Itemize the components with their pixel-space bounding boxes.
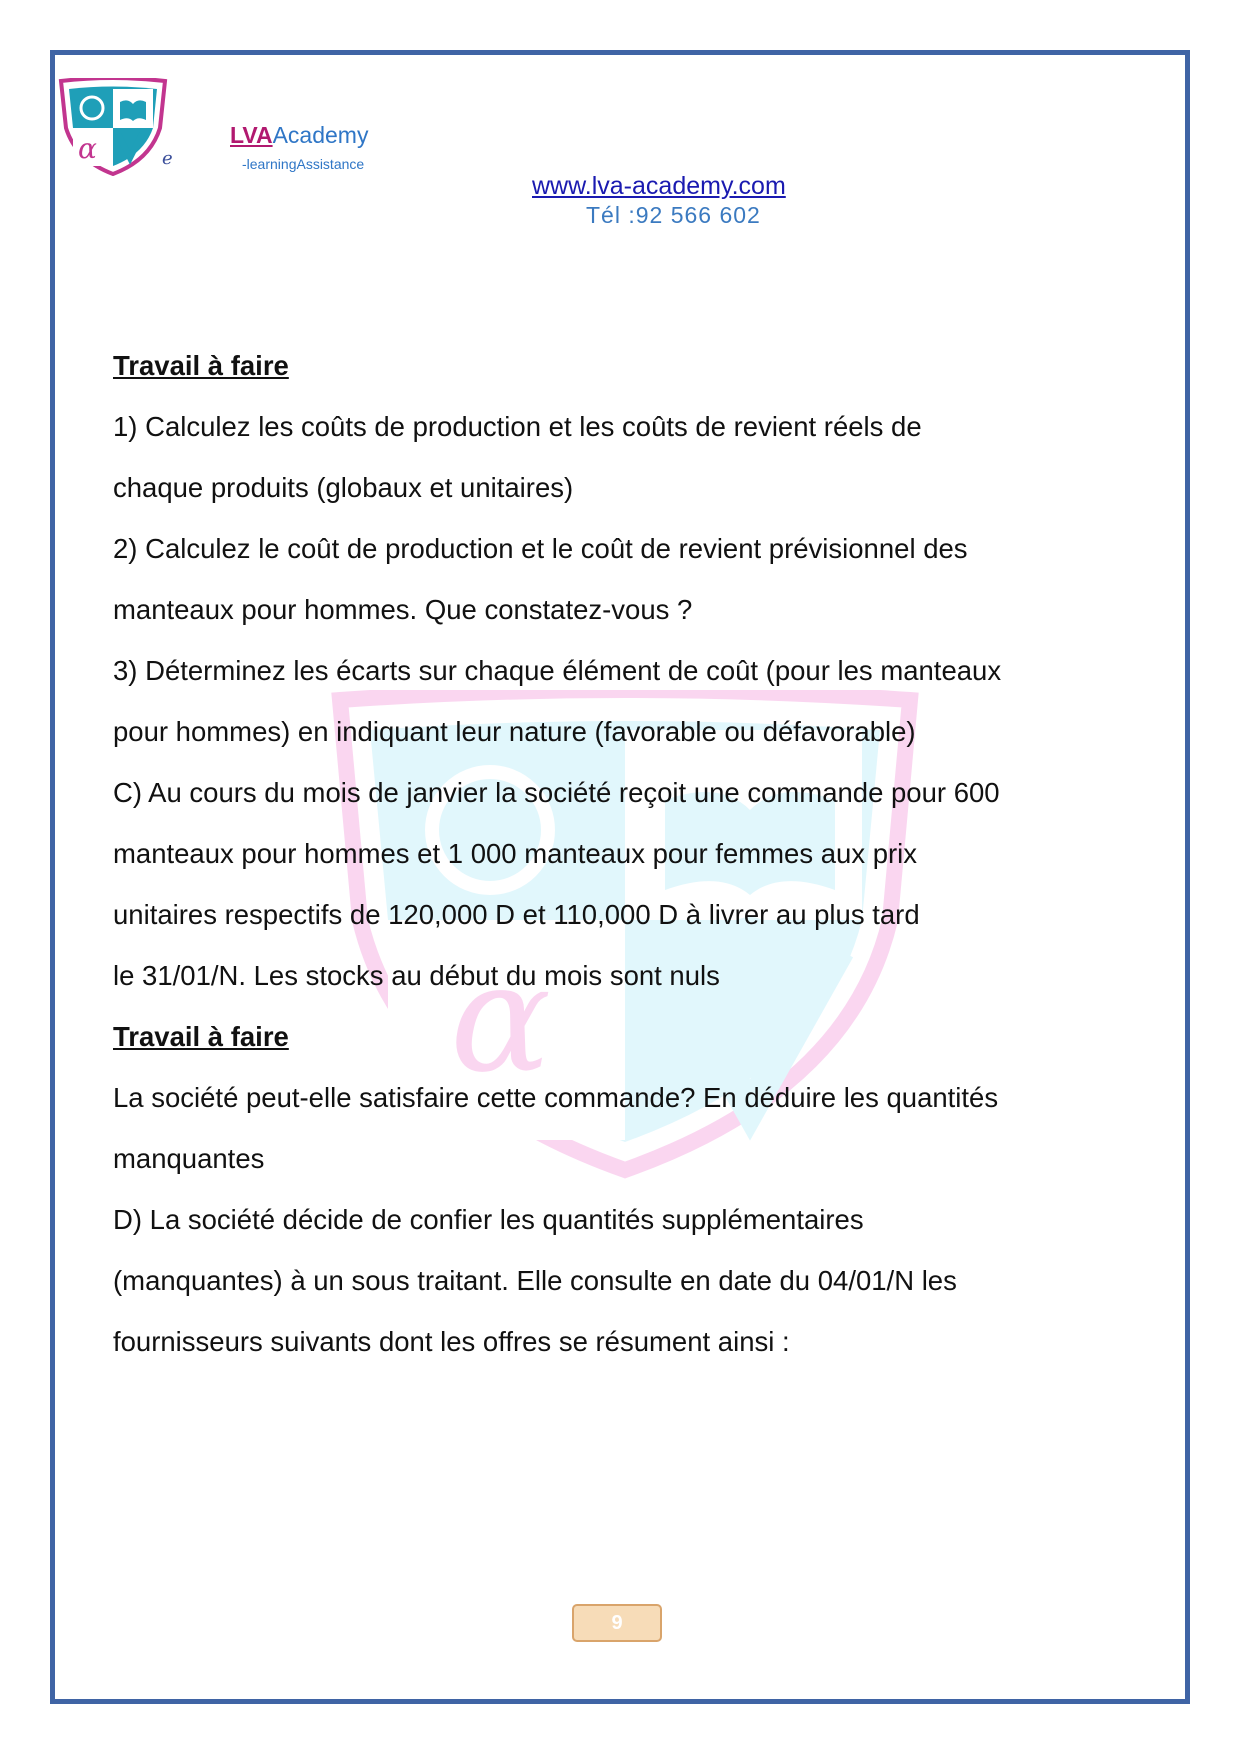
text-line: C) Au cours du mois de janvier la société reçoit une commande pour 600 xyxy=(113,777,1000,808)
text-line: 2) Calculez le coût de production et le coût de revient prévisionnel des xyxy=(113,533,968,564)
svg-text:α: α xyxy=(78,132,97,165)
document-body xyxy=(113,335,1123,1372)
text-line: manteaux pour hommes et 1 000 manteaux pour femmes aux prix xyxy=(113,838,918,869)
phone-number: Tél :92 566 602 xyxy=(586,202,761,228)
logo-letter: e xyxy=(162,148,173,169)
text-line: unitaires respectifs de 120,000 D et 110,000 D à livrer au plus tard xyxy=(113,899,920,930)
text-line: D) La société décide de confier les quantités supplémentaires xyxy=(113,1204,864,1235)
text-line: manteaux pour hommes. Que constatez-vous ? xyxy=(113,594,693,625)
text-line: le 31/01/N. Les stocks au début du mois sont nuls xyxy=(113,960,720,991)
text-line: fournisseurs suivants dont les offres se résument ainsi : xyxy=(113,1326,790,1357)
page-number-badge: 9 xyxy=(572,1604,662,1642)
text-line: La société peut-elle satisfaire cette commande? En déduire les quantités xyxy=(113,1082,999,1113)
brand-name xyxy=(230,122,368,149)
brand-lva: LVA xyxy=(230,122,273,148)
website-link[interactable]: www.lva-academy.com xyxy=(532,172,786,200)
text-line: pour hommes) en indiquant leur nature (favorable ou défavorable) xyxy=(113,716,916,747)
text-line: 3) Déterminez les écarts sur chaque élément de coût (pour les manteaux xyxy=(113,655,1002,686)
section-heading: Travail à faire xyxy=(113,350,289,381)
text-line: manquantes xyxy=(113,1143,265,1174)
lva-academy-logo-icon xyxy=(58,78,168,176)
text-line: chaque produits (globaux et unitaires) xyxy=(113,472,574,503)
svg-text:α: α xyxy=(450,932,552,1106)
text-line: (manquantes) à un sous traitant. Elle consulte en date du 04/01/N les xyxy=(113,1265,957,1296)
brand-academy: Academy xyxy=(272,122,369,148)
brand-tagline: -learningAssistance xyxy=(242,156,365,172)
text-line: 1) Calculez les coûts de production et les coûts de revient réels de xyxy=(113,411,922,442)
section-heading: Travail à faire xyxy=(113,1021,289,1052)
